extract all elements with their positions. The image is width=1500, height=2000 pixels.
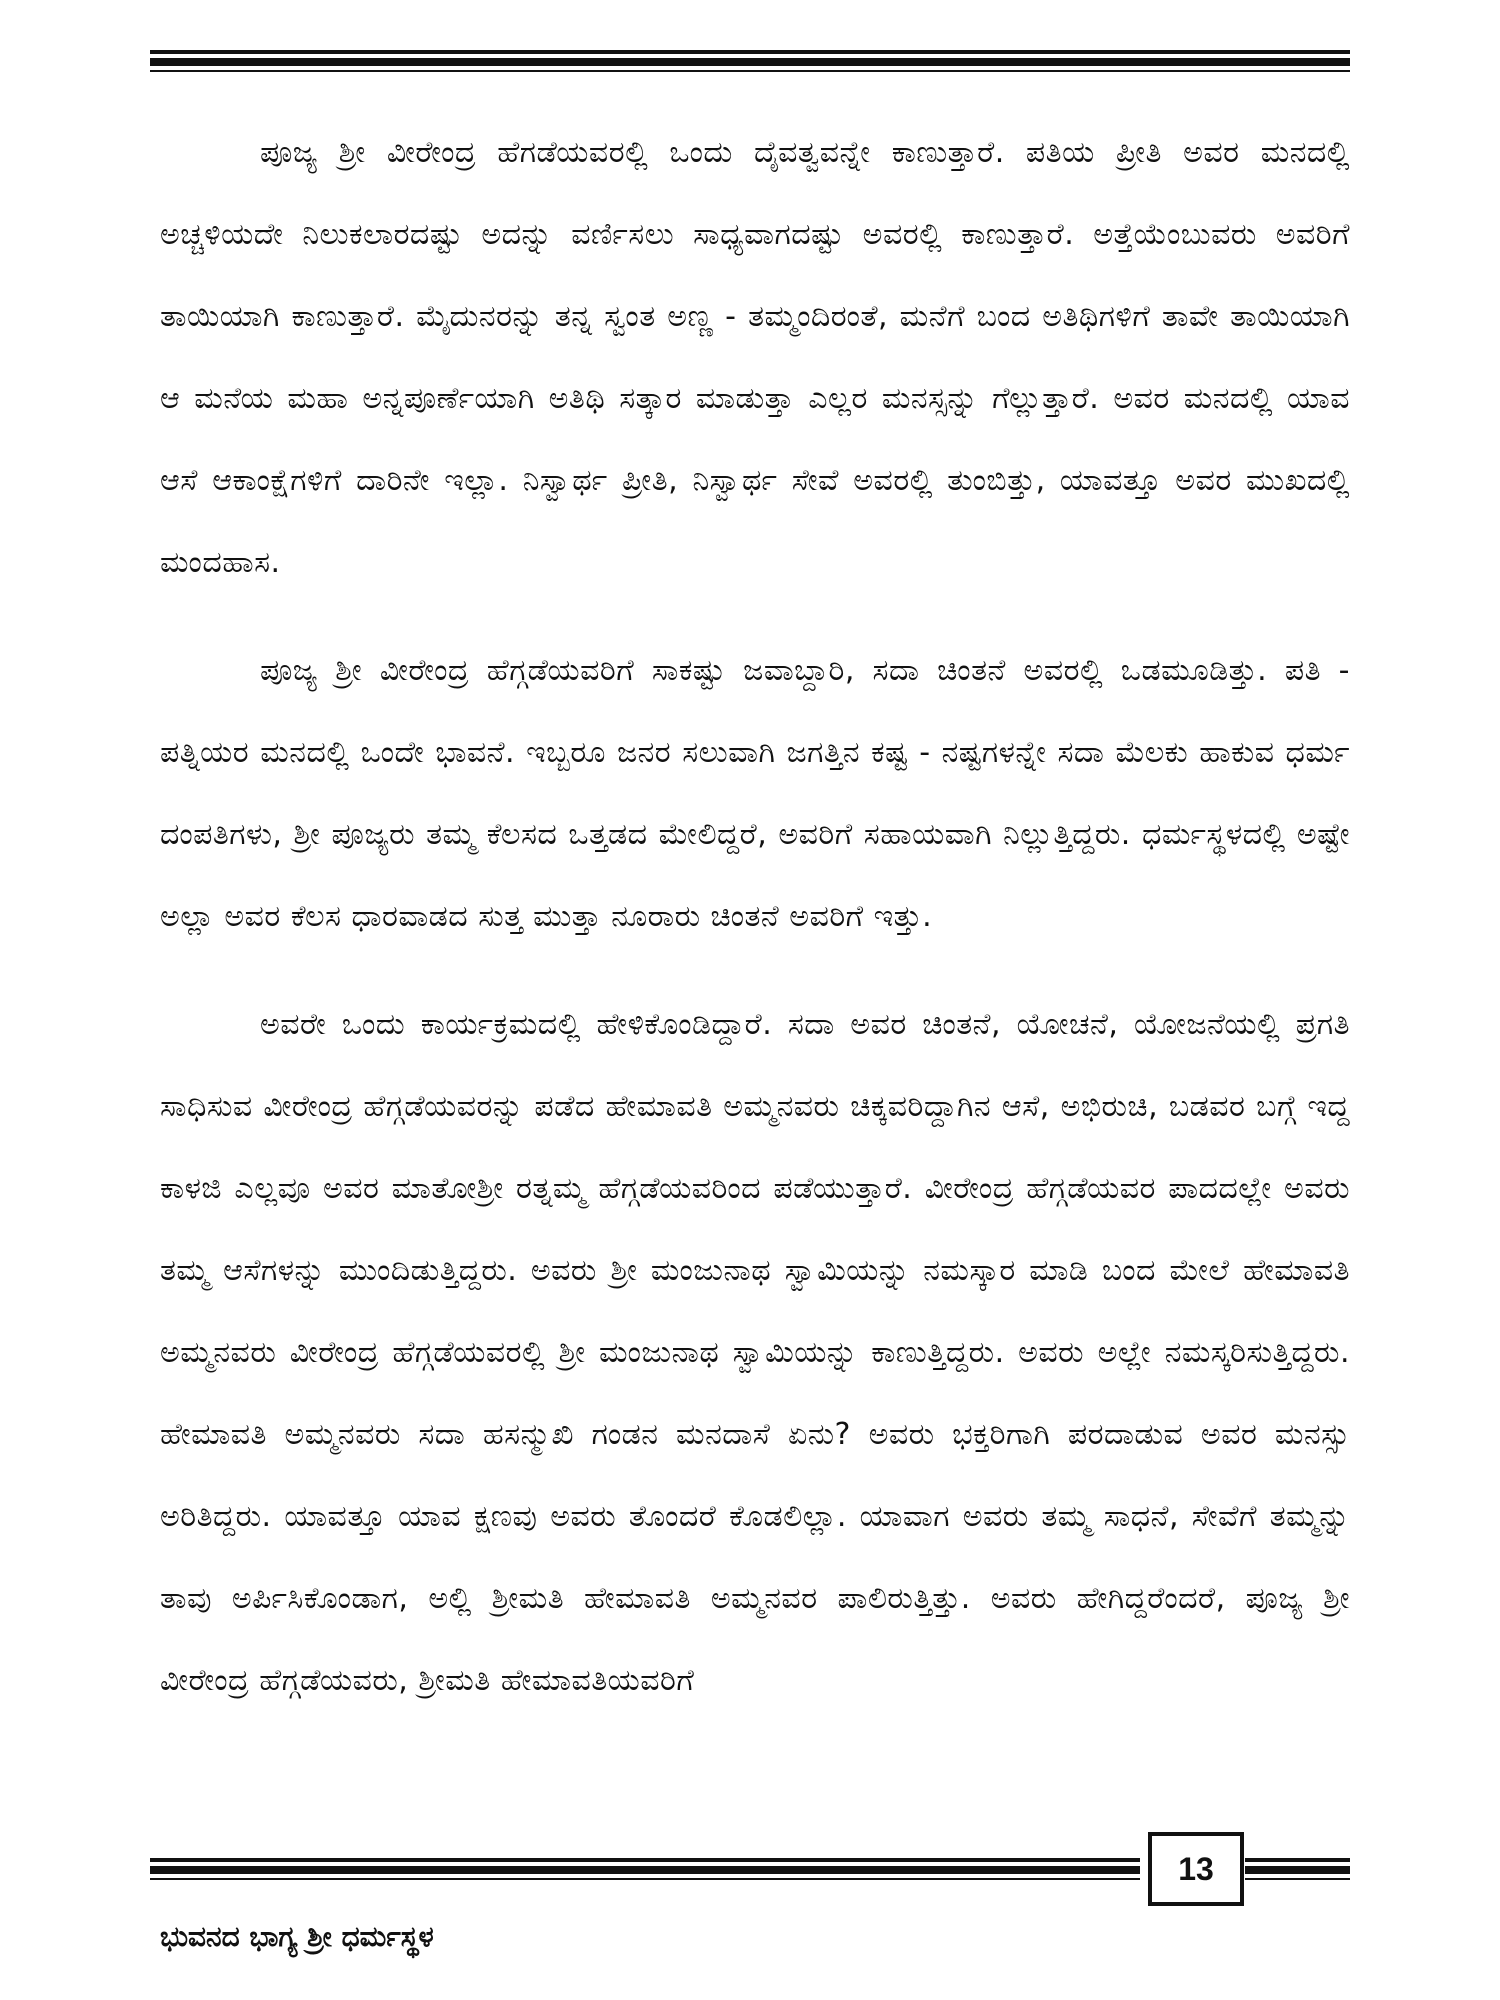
header-rule bbox=[150, 50, 1350, 72]
paragraph-3: ಅವರೇ ಒಂದು ಕಾರ್ಯಕ್ರಮದಲ್ಲಿ ಹೇಳಿಕೊಂಡಿದ್ದಾರೆ. ಸದಾ ಅವರ ಚಿಂತನೆ, ಯೋಚನೆ, ಯೋಜನೆಯಲ್ಲಿ ಪ್ರಗತಿ ಸಾಧಿಸುವ ವೀರೇಂದ್ರ ಹೆಗ್ಗಡೆಯವರನ್ನು ಪಡೆದ ಹೇಮಾವತಿ ಅಮ್ಮನವರು ಚಿಕ್ಕವರಿದ್ದಾಗಿನ ಆಸೆ, ಅಭಿರುಚಿ, ಬಡವರ ಬಗ್ಗೆ ಇದ್ದ ಕಾಳಜಿ ಎಲ್ಲವೂ ಅವರ ಮಾತೋಶ್ರೀ ರತ್ನಮ್ಮ ಹೆಗ್ಗಡೆಯವರಿಂದ ಪಡೆಯುತ್ತಾರೆ. ವೀರೇಂದ್ರ ಹೆಗ್ಗಡೆಯವರ ಪಾದದಲ್ಲೇ ಅವರು ತಮ್ಮ ಆಸೆಗಳನ್ನು ಮುಂದಿಡುತ್ತಿದ್ದರು. ಅವರು ಶ್ರೀ ಮಂಜುನಾಥ ಸ್ವಾಮಿಯನ್ನು ನಮಸ್ಕಾರ ಮಾಡಿ ಬಂದ ಮೇಲೆ ಹೇಮಾವತಿ ಅಮ್ಮನವರು ವೀರೇಂದ್ರ ಹೆಗ್ಗಡೆಯವರಲ್ಲಿ ಶ್ರೀ ಮಂಜುನಾಥ ಸ್ವಾಮಿಯನ್ನು ಕಾಣುತ್ತಿದ್ದರು. ಅವರು ಅಲ್ಲೇ ನಮಸ್ಕರಿಸುತ್ತಿದ್ದರು. ಹೇಮಾವತಿ ಅಮ್ಮನವರು ಸದಾ ಹಸನ್ಮುಖಿ ಗಂಡನ ಮನದಾಸೆ ಏನು? ಅವರು ಭಕ್ತರಿಗಾಗಿ ಪರದಾಡುವ ಅವರ ಮನಸ್ಸು ಅರಿತಿದ್ದರು. ಯಾವತ್ತೂ ಯಾವ ಕ್ಷಣವು ಅವರು ತೊಂದರೆ ಕೊಡಲಿಲ್ಲಾ. ಯಾವಾಗ ಅವರು ತಮ್ಮ ಸಾಧನೆ, ಸೇವೆಗೆ ತಮ್ಮನ್ನು ತಾವು ಅರ್ಪಿಸಿಕೊಂಡಾಗ, ಅಲ್ಲಿ ಶ್ರೀಮತಿ ಹೇಮಾವತಿ ಅಮ್ಮನವರ ಪಾಲಿರುತ್ತಿತ್ತು. ಅವರು ಹೇಗಿದ್ದರೆಂದರೆ, ಪೂಜ್ಯ ಶ್ರೀ ವೀರೇಂದ್ರ ಹೆಗ್ಗಡೆಯವರು, ಶ್ರೀಮತಿ ಹೇಮಾವತಿಯವರಿಗೆ bbox=[160, 1007, 1350, 1698]
paragraph-2: ಪೂಜ್ಯ ಶ್ರೀ ವೀರೇಂದ್ರ ಹೆಗ್ಗಡೆಯವರಿಗೆ ಸಾಕಷ್ಟು ಜವಾಬ್ದಾರಿ, ಸದಾ ಚಿಂತನೆ ಅವರಲ್ಲಿ ಒಡಮೂಡಿತ್ತು. ಪತಿ - ಪತ್ನಿಯರ ಮನದಲ್ಲಿ ಒಂದೇ ಭಾವನೆ. ಇಬ್ಬರೂ ಜನರ ಸಲುವಾಗಿ ಜಗತ್ತಿನ ಕಷ್ಟ - ನಷ್ಟಗಳನ್ನೇ ಸದಾ ಮೆಲಕು ಹಾಕುವ ಧರ್ಮ ದಂಪತಿಗಳು, ಶ್ರೀ ಪೂಜ್ಯರು ತಮ್ಮ ಕೆಲಸದ ಒತ್ತಡದ ಮೇಲಿದ್ದರೆ, ಅವರಿಗೆ ಸಹಾಯವಾಗಿ ನಿಲ್ಲುತ್ತಿದ್ದರು. ಧರ್ಮಸ್ಥಳದಲ್ಲಿ ಅಷ್ಟೇ ಅಲ್ಲಾ ಅವರ ಕೆಲಸ ಧಾರವಾಡದ ಸುತ್ತ ಮುತ್ತಾ ನೂರಾರು ಚಿಂತನೆ ಅವರಿಗೆ ಇತ್ತು. bbox=[160, 653, 1350, 934]
page-number: 13 bbox=[1148, 1832, 1244, 1906]
paragraph-1: ಪೂಜ್ಯ ಶ್ರೀ ವೀರೇಂದ್ರ ಹೆಗಡೆಯವರಲ್ಲಿ ಒಂದು ದೈವತ್ವವನ್ನೇ ಕಾಣುತ್ತಾರೆ. ಪತಿಯ ಪ್ರೀತಿ ಅವರ ಮನದಲ್ಲಿ ಅಚ್ಚಳಿಯದೇ ನಿಲುಕಲಾರದಷ್ಟು ಅದನ್ನು ವರ್ಣಿಸಲು ಸಾಧ್ಯವಾಗದಷ್ಟು ಅವರಲ್ಲಿ ಕಾಣುತ್ತಾರೆ. ಅತ್ತೆಯೆಂಬುವರು ಅವರಿಗೆ ತಾಯಿಯಾಗಿ ಕಾಣುತ್ತಾರೆ. ಮೈದುನರನ್ನು ತನ್ನ ಸ್ವಂತ ಅಣ್ಣ - ತಮ್ಮಂದಿರಂತೆ, ಮನೆಗೆ ಬಂದ ಅತಿಥಿಗಳಿಗೆ ತಾವೇ ತಾಯಿಯಾಗಿ ಆ ಮನೆಯ ಮಹಾ ಅನ್ನಪೂರ್ಣೆಯಾಗಿ ಅತಿಥಿ ಸತ್ಕಾರ ಮಾಡುತ್ತಾ ಎಲ್ಲರ ಮನಸ್ಸನ್ನು ಗೆಲ್ಲುತ್ತಾರೆ. ಅವರ ಮನದಲ್ಲಿ ಯಾವ ಆಸೆ ಆಕಾಂಕ್ಷೆಗಳಿಗೆ ದಾರಿನೇ ಇಲ್ಲಾ. ನಿಸ್ವಾರ್ಥ ಪ್ರೀತಿ, ನಿಸ್ವಾರ್ಥ ಸೇವೆ ಅವರಲ್ಲಿ ತುಂಬಿತ್ತು, ಯಾವತ್ತೂ ಅವರ ಮುಖದಲ್ಲಿ ಮಂದಹಾಸ. bbox=[160, 135, 1350, 580]
footer-book-title: ಭುವನದ ಭಾಗ್ಯ ಶ್ರೀ ಧರ್ಮಸ್ಥಳ bbox=[160, 1920, 434, 1953]
body-text bbox=[160, 112, 1350, 1748]
